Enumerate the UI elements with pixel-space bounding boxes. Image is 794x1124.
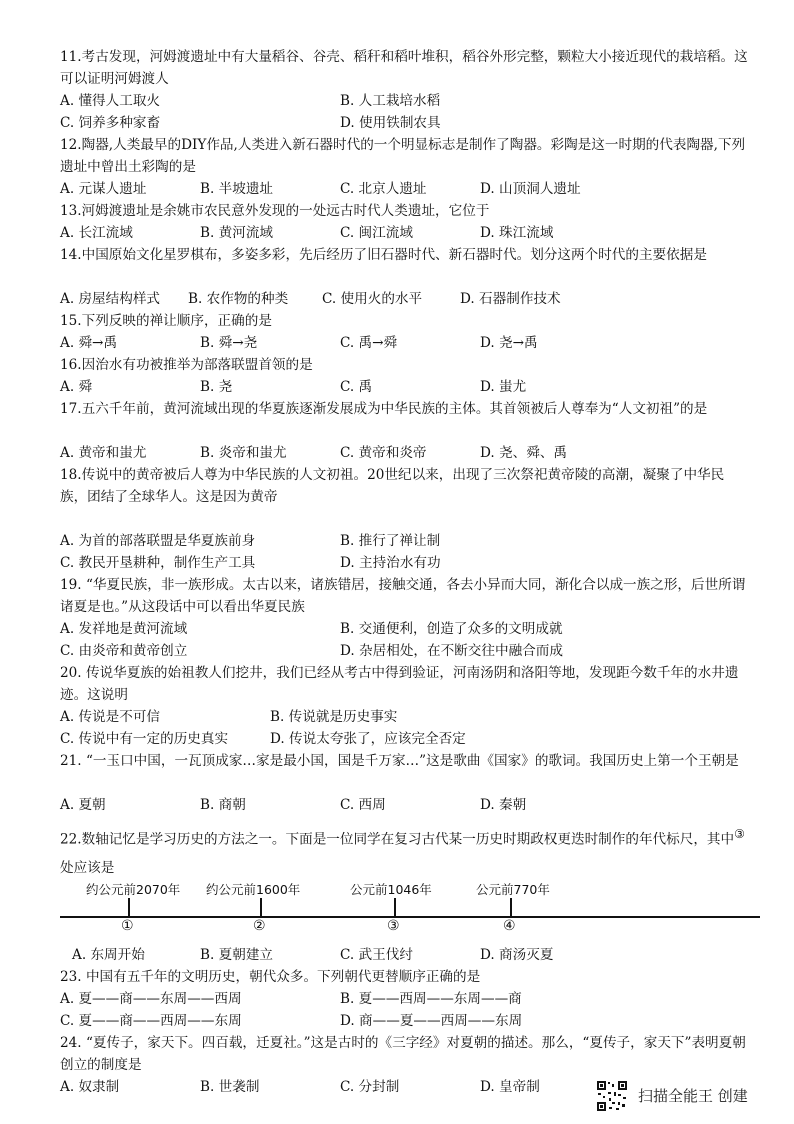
q15-option-d: D. 尧→禹 [480, 335, 538, 351]
question-23-options-row-2 [60, 1010, 750, 1032]
q19-option-c: C. 由炎帝和黄帝创立 [60, 643, 188, 659]
q23-option-a: A. 夏——商——东周——西周 [60, 991, 242, 1007]
timeline-label-2: 约公元前1600年 [206, 882, 301, 897]
q17-option-a: A. 黄帝和蚩尤 [60, 445, 147, 461]
q14-option-c: C. 使用火的水平 [322, 291, 423, 307]
q19-option-a: A. 发祥地是黄河流域 [60, 621, 188, 637]
q11-option-c: C. 饲养多种家畜 [60, 115, 161, 131]
question-19-options-row-1 [60, 618, 750, 640]
q24-option-c: C. 分封制 [340, 1079, 400, 1095]
question-15-stem: 15.下列反映的禅让顺序，正确的是 [60, 313, 272, 329]
q22-option-a: A. 东周开始 [72, 947, 145, 963]
q12-option-a: A. 元谋人遗址 [60, 181, 147, 197]
qr-code-icon [596, 1080, 628, 1112]
q22-option-b: B. 夏朝建立 [200, 947, 274, 963]
q17-option-d: D. 尧、舜、禹 [480, 445, 568, 461]
q20-option-c: C. 传说中有一定的历史真实 [60, 731, 229, 747]
scanner-watermark [596, 1080, 786, 1116]
question-13-stem: 13.河姆渡遗址是余姚市农民意外发现的一处远古时代人类遗址，它位于 [60, 203, 490, 219]
question-11-options-row-1 [60, 90, 750, 112]
question-20-options-row-1 [60, 706, 750, 728]
q14-option-b: B. 农作物的种类 [188, 291, 289, 307]
question-17-stem: 17.五六千年前，黄河流域出现的华夏族逐渐发展成为中华民族的主体。其首领被后人尊奉为“人文初祖”的是 [60, 401, 708, 417]
q16-option-d: D. 蚩尤 [480, 379, 527, 395]
q17-option-c: C. 黄帝和炎帝 [340, 445, 427, 461]
q14-option-a: A. 房屋结构样式 [60, 291, 161, 307]
q15-option-a: A. 舜→禹 [60, 335, 118, 351]
question-13-options [60, 222, 750, 244]
question-14-stem: 14.中国原始文化星罗棋布，多姿多彩，先后经历了旧石器时代、新石器时代。划分这两个时代的主要依据是 [60, 247, 707, 263]
q13-option-a: A. 长江流域 [60, 225, 133, 241]
q13-option-b: B. 黄河流域 [200, 225, 274, 241]
q19-option-d: D. 杂居相处，在不断交往中融合而成 [340, 643, 563, 659]
question-22-stem [60, 820, 750, 882]
q11-option-d: D. 使用铁制农具 [340, 115, 441, 131]
question-20-stem: 20. 传说华夏族的始祖教人们挖井，我们已经从考古中得到验证，河南汤阴和洛阳等地，发现距今数千年的水井遗迹。这说明 [60, 665, 739, 703]
timeline-label-1: 约公元前2070年 [86, 882, 181, 897]
q16-option-b: B. 尧 [200, 379, 233, 395]
question-21-stem: 21. “一玉口中国，一瓦顶成家…家是最小国，国是千万家…”这是歌曲《国家》的歌词。我国历史上第一个王朝是 [60, 753, 739, 769]
q18-option-b: B. 推行了禅让制 [340, 533, 441, 549]
timeline-tick-1 [128, 898, 130, 916]
timeline-label-4: 公元前770年 [476, 882, 550, 897]
q23-option-b: B. 夏——西周——东周——商 [340, 991, 522, 1007]
q11-option-b: B. 人工栽培水稻 [340, 93, 441, 109]
question-20-options-row-2 [60, 728, 750, 750]
q22-option-d: D. 商汤灭夏 [480, 947, 554, 963]
timeline-label-3: 公元前1046年 [350, 882, 432, 897]
q20-option-d: D. 传说太夸张了，应该完全否定 [270, 731, 466, 747]
q18-option-a: A. 为首的部落联盟是华夏族前身 [60, 533, 256, 549]
q13-option-c: C. 闽江流域 [340, 225, 413, 241]
q11-option-a: A. 懂得人工取火 [60, 93, 161, 109]
question-18-options-row-2 [60, 552, 750, 574]
q21-option-c: C. 西周 [340, 797, 386, 813]
question-22-options [60, 944, 750, 966]
timeline-marker-3: ③ [387, 918, 400, 934]
q16-option-a: A. 舜 [60, 379, 93, 395]
q13-option-d: D. 珠江流域 [480, 225, 554, 241]
q12-option-c: C. 北京人遗址 [340, 181, 427, 197]
question-19-stem: 19. “华夏民族，非一族形成。太古以来，诸族错居，接触交通，各去小异而大同，渐化合以成一族之形，后世所谓诸夏是也。”从这段话中可以看出华夏民族 [60, 577, 746, 615]
q16-option-c: C. 禹 [340, 379, 373, 395]
q21-option-d: D. 秦朝 [480, 797, 527, 813]
q20-option-b: B. 传说就是历史事实 [270, 709, 398, 725]
question-23-stem: 23. 中国有五千年的文明历史，朝代众多。下列朝代更替顺序正确的是 [60, 969, 481, 985]
timeline-axis-line [60, 916, 760, 918]
question-19-options-row-2 [60, 640, 750, 662]
q20-option-a: A. 传说是不可信 [60, 709, 161, 725]
q18-option-c: C. 教民开垦耕种，制作生产工具 [60, 555, 256, 571]
q24-option-b: B. 世袭制 [200, 1079, 260, 1095]
q19-option-b: B. 交通便利，创造了众多的文明成就 [340, 621, 563, 637]
question-24-stem: 24. “夏传子，家天下。四百载，迁夏社。”这是古时的《三字经》对夏朝的描述。那么，“夏传子，家天下”表明夏朝创立的制度是 [60, 1035, 746, 1073]
question-18-stem: 18.传说中的黄帝被后人尊为中华民族的人文初祖。20世纪以来，出现了三次祭祀黄帝陵的高潮，凝聚了中华民族，团结了全球华人。这是因为黄帝 [60, 467, 725, 505]
question-16-stem: 16.因治水有功被推举为部落联盟首领的是 [60, 357, 313, 373]
q18-option-d: D. 主持治水有功 [340, 555, 441, 571]
question-21-options [60, 794, 750, 816]
q12-option-b: B. 半坡遗址 [200, 181, 274, 197]
q23-option-c: C. 夏——商——西周——东周 [60, 1013, 242, 1029]
q24-option-a: A. 奴隶制 [60, 1079, 120, 1095]
timeline-tick-3 [394, 898, 396, 916]
question-14-options [60, 288, 750, 310]
question-11-stem: 11.考古发现，河姆渡遗址中有大量稻谷、谷壳、稻秆和稻叶堆积，稻谷外形完整，颗粒大小接近现代的栽培稻。这可以证明河姆渡人 [60, 49, 748, 87]
q12-option-d: D. 山顶洞人遗址 [480, 181, 581, 197]
q17-option-b: B. 炎帝和蚩尤 [200, 445, 287, 461]
timeline-marker-1: ① [121, 918, 134, 934]
question-15-options [60, 332, 750, 354]
q22-stem-marker: ③ [734, 827, 745, 841]
timeline-marker-4: ④ [503, 918, 516, 934]
question-24-options [60, 1076, 580, 1098]
question-11-options-row-2 [60, 112, 750, 134]
question-12-options [60, 178, 750, 200]
q24-option-d: D. 皇帝制 [480, 1079, 540, 1095]
question-16-options [60, 376, 750, 398]
question-23-options-row-1 [60, 988, 750, 1010]
q14-option-d: D. 石器制作技术 [460, 291, 561, 307]
q21-option-a: A. 夏朝 [60, 797, 106, 813]
timeline-ruler [60, 880, 760, 950]
question-12-stem: 12.陶器,人类最早的DIY作品,人类进入新石器时代的一个明显标志是制作了陶器。彩陶是这一时期的代表陶器,下列遗址中曾出土彩陶的是 [60, 137, 746, 175]
q22-option-c: C. 武王伐纣 [340, 947, 413, 963]
question-17-options [60, 442, 750, 464]
q23-option-d: D. 商——夏——西周——东周 [340, 1013, 523, 1029]
timeline-marker-2: ② [253, 918, 266, 934]
question-18-options-row-1 [60, 530, 750, 552]
q15-option-b: B. 舜→尧 [200, 335, 258, 351]
q22-stem-after: 处应该是 [60, 859, 115, 876]
timeline-tick-2 [260, 898, 262, 916]
q21-option-b: B. 商朝 [200, 797, 246, 813]
watermark-text: 扫描全能王 创建 [638, 1087, 748, 1105]
timeline-tick-4 [510, 898, 512, 916]
q22-stem-before: 22.数轴记忆是学习历史的方法之一。下面是一位同学在复习古代某一历史时期政权更迭时制作的年代标尺，其中 [60, 831, 735, 848]
q15-option-c: C. 禹→舜 [340, 335, 398, 351]
